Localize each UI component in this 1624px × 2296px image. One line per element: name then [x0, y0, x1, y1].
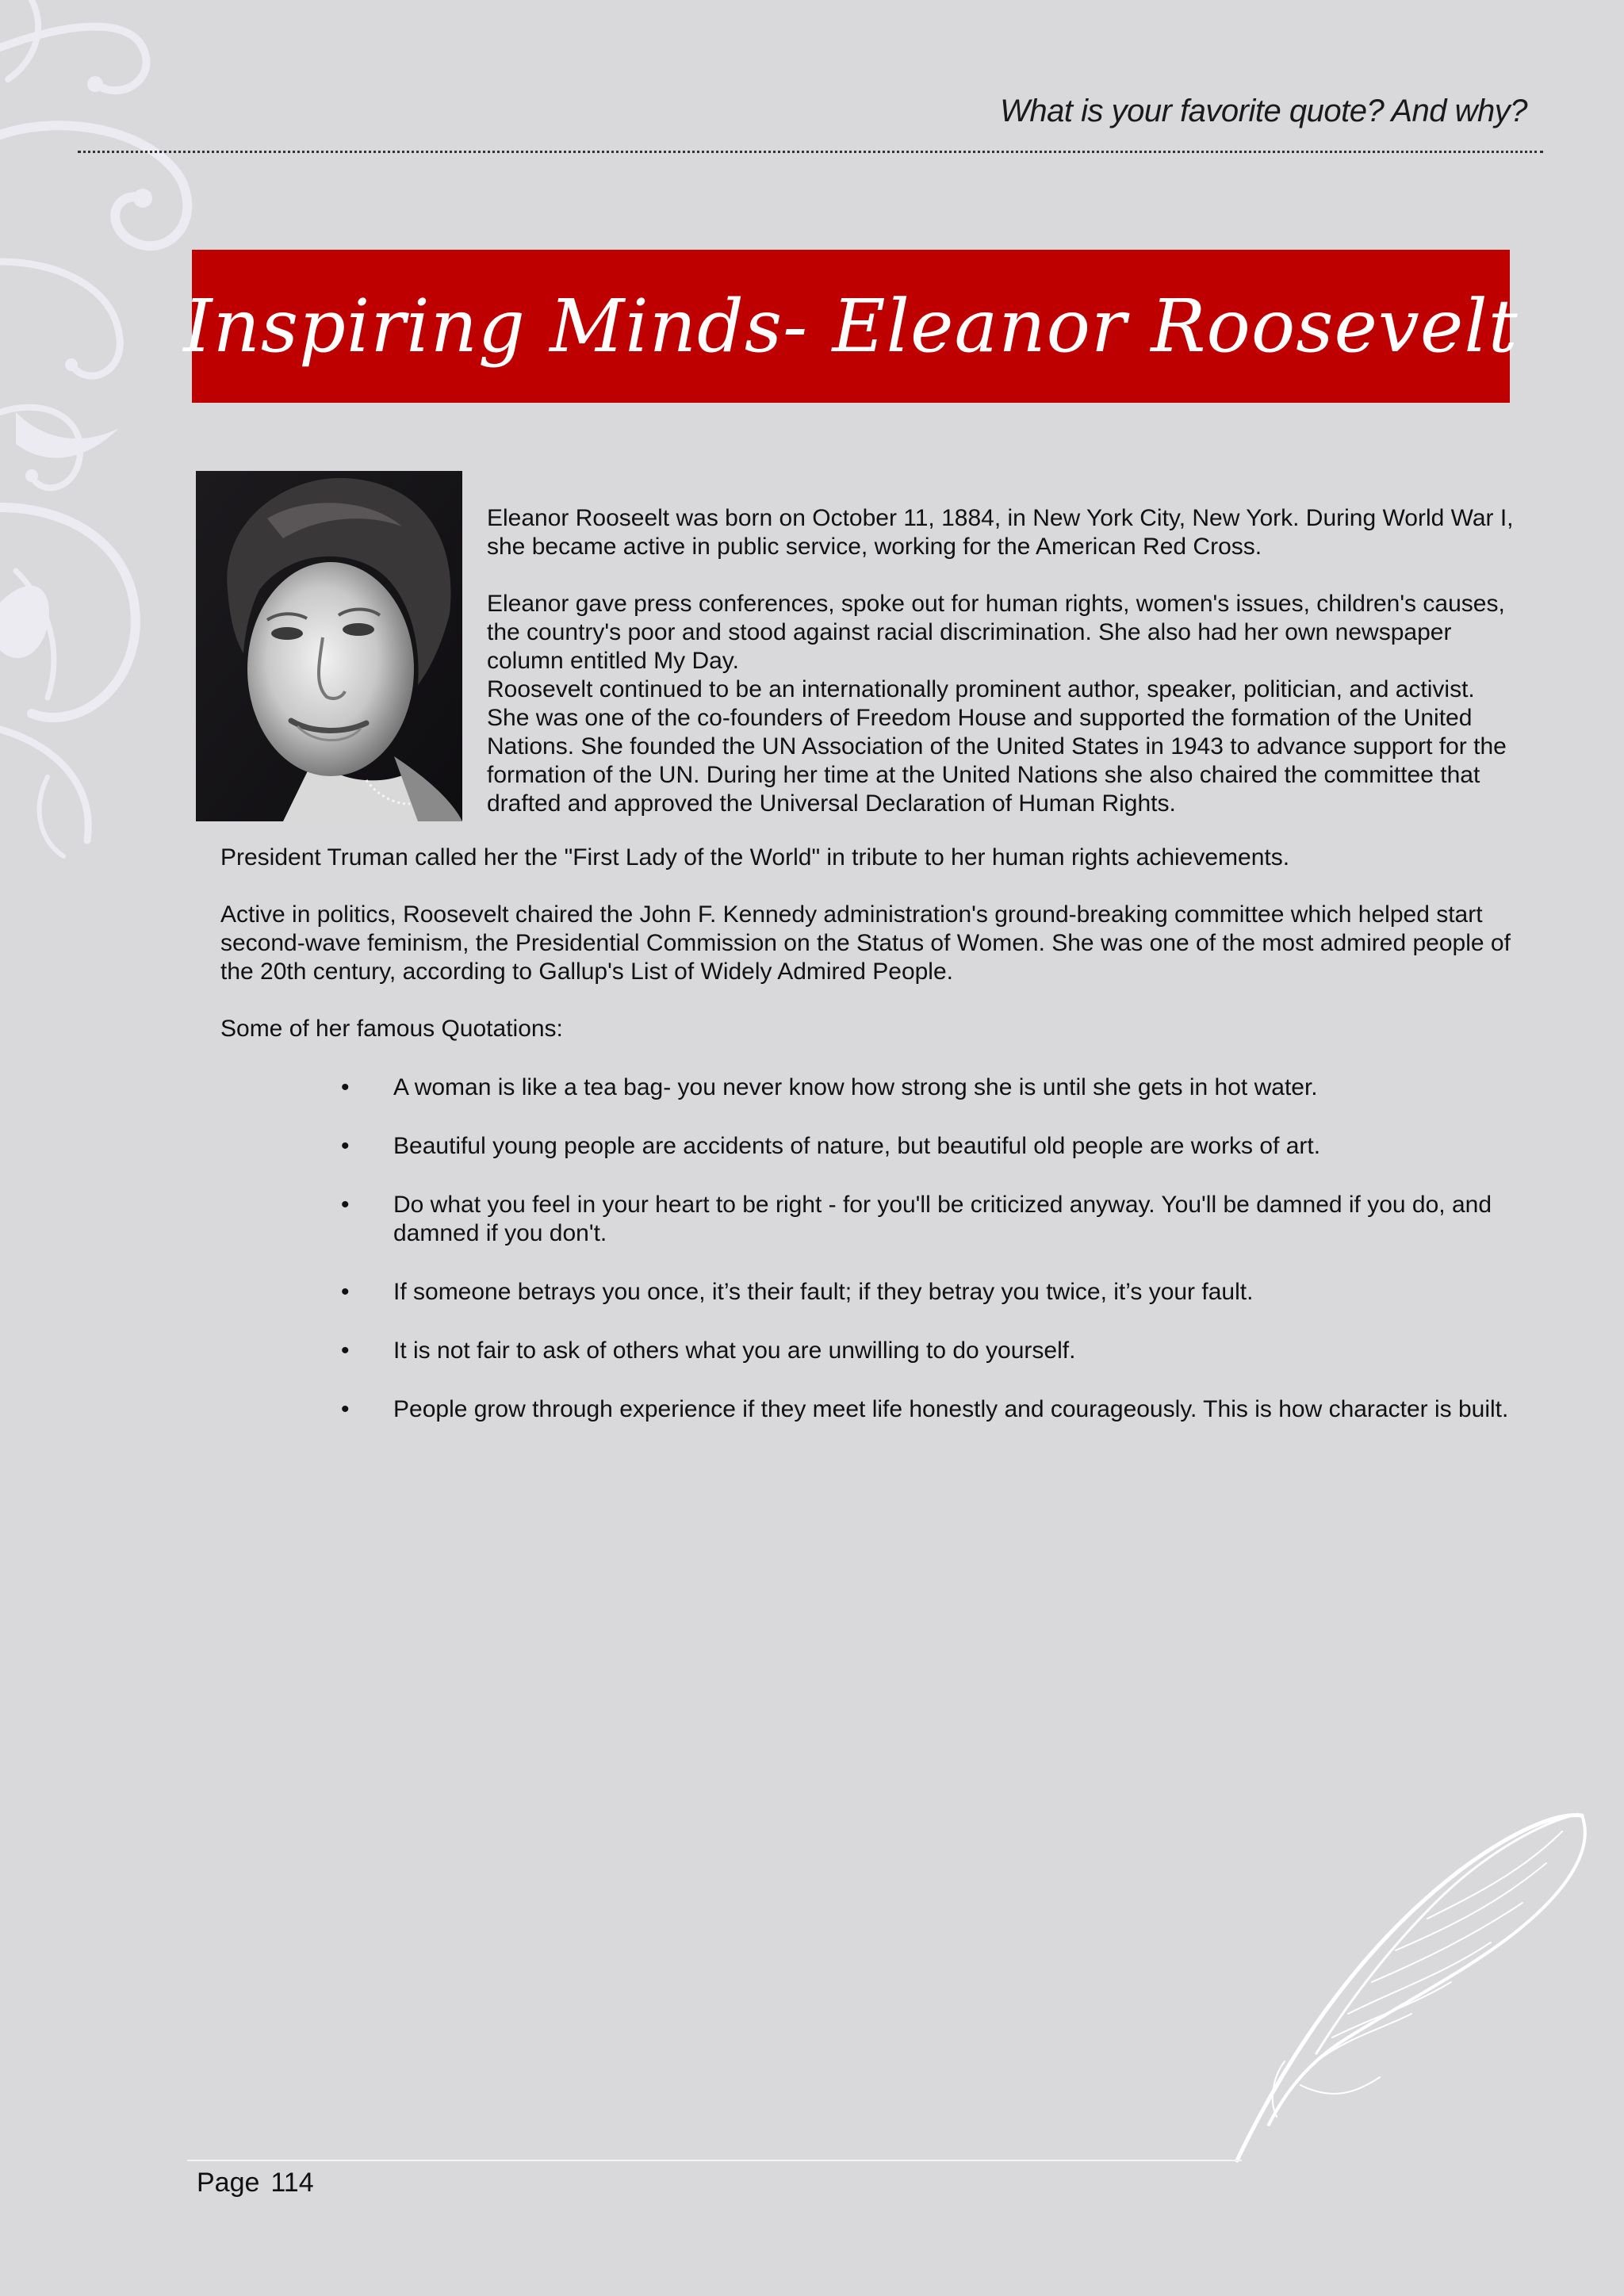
bullet-icon: • [341, 1192, 350, 1218]
body-paragraph-2: Active in politics, Roosevelt chaired the John F. Kennedy administration's ground-breaking committee which helped start second-wave feminism, the Presidential Commission on the Status of Women. She was one of the most admired people of the 20th century, according to Gallup's List of Widely Admired People. [220, 901, 1511, 985]
quote-text: Do what you feel in your heart to be right - for you'll be criticized anyway. You'll be damned if you do, and damned if you don't. [393, 1192, 1492, 1246]
list-item [220, 1073, 1521, 1102]
bullet-icon: • [341, 1074, 350, 1100]
header-question: What is your favorite quote? And why? [1000, 94, 1527, 128]
intro-paragraph-2: Eleanor gave press conferences, spoke out for human rights, women's issues, children's causes, the country's poor and stood against racial discrimination. She also had her own newspaper column entitled My Day. [487, 591, 1505, 674]
body-text-block [220, 844, 1521, 1072]
swirl-ornament-icon [0, 0, 206, 888]
bullet-icon: • [341, 1337, 350, 1364]
page-number [197, 2168, 314, 2198]
intro-paragraph-1: Eleanor Rooseelt was born on October 11, 1884, in New York City, New York. During World War I, she became active in public service, working for the American Red Cross. [487, 505, 1514, 560]
body-paragraph-3: Some of her famous Quotations: [220, 1016, 563, 1042]
list-item [220, 1278, 1521, 1307]
banner-title: Inspiring Minds- Eleanor Roosevelt [183, 284, 1519, 369]
bullet-icon: • [341, 1133, 350, 1159]
footer-divider [187, 2160, 1242, 2161]
quote-text: People grow through experience if they meet life honestly and courageously. This is how character is built. [393, 1396, 1509, 1422]
list-item [220, 1132, 1521, 1161]
intro-text-block [487, 504, 1518, 818]
page-label: Page [197, 2168, 260, 2198]
intro-paragraph-3: Roosevelt continued to be an internationally prominent author, speaker, politician, and activist. She was one of the co-founders of Freedom House and supported the formation of the United Nations. She founded the UN Association of the United States in 1943 to advance support for the formation of the UN. During her time at the United Nations she also chaired the committee that drafted and approved the Universal Declaration of Human Rights. [487, 676, 1507, 817]
feather-quill-icon [1221, 1800, 1602, 2164]
page-number-value: 114 [270, 2168, 314, 2198]
body-paragraph-1: President Truman called her the "First Lady of the World" in tribute to her human rights achievements. [220, 844, 1290, 871]
quote-text: It is not fair to ask of others what you are unwilling to do yourself. [393, 1337, 1076, 1364]
list-item [220, 1337, 1521, 1365]
portrait-photo [196, 471, 462, 821]
quotations-list [220, 1073, 1521, 1454]
quote-text: A woman is like a tea bag- you never know how strong she is until she gets in hot water. [393, 1074, 1318, 1100]
list-item [220, 1395, 1521, 1424]
quote-text: If someone betrays you once, it’s their fault; if they betray you twice, it’s your fault. [393, 1279, 1254, 1305]
quote-text: Beautiful young people are accidents of nature, but beautiful old people are works of art. [393, 1133, 1321, 1159]
header-divider [78, 151, 1543, 153]
bullet-icon: • [341, 1396, 350, 1422]
bullet-icon: • [341, 1279, 350, 1305]
title-banner [183, 250, 1519, 403]
list-item [220, 1191, 1521, 1248]
